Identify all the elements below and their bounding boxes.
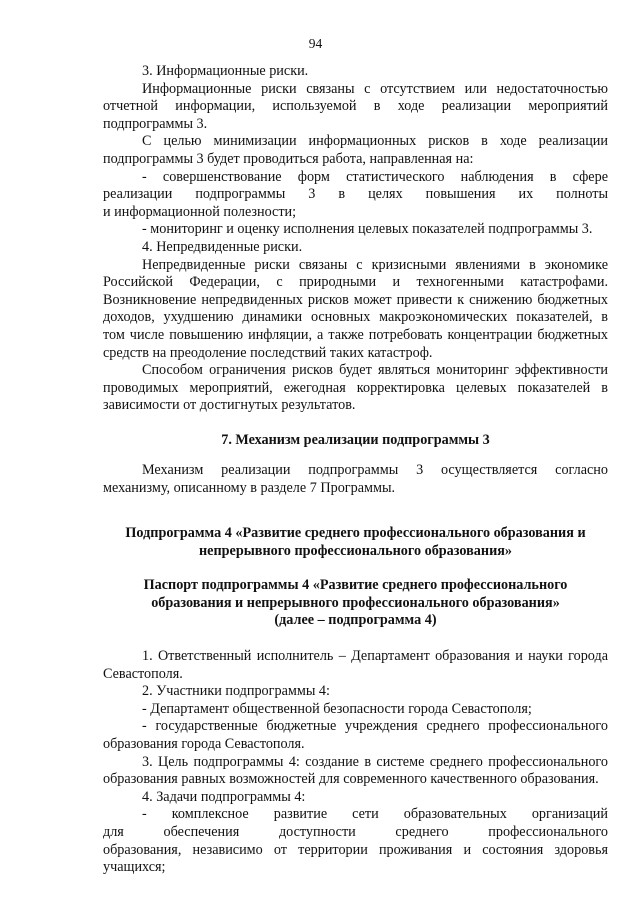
paragraph-line: проводимых мероприятий, ежегодная корректировка целевых показателей в — [103, 379, 608, 396]
bullet-line: образования города Севастополя. — [103, 735, 305, 752]
paragraph-line: Механизм реализации подпрограммы 3 осуществляется согласно — [142, 462, 608, 478]
section-7-body — [103, 462, 608, 497]
bullet-line: учащихся; — [103, 859, 166, 876]
section-7 — [103, 432, 608, 450]
paragraph-line: доходов, ухудшению динамики основных макроэкономических показателей, в — [103, 309, 608, 326]
bullet-line: - совершенствование форм статистического наблюдения в сфере — [142, 168, 608, 185]
paragraph-line: Возникновение непредвиденных рисков может привести к снижению бюджетных — [103, 291, 608, 308]
passport-items — [103, 648, 608, 877]
bullet-line: - государственные бюджетные учреждения среднего профессионального — [142, 718, 608, 735]
bullet-line: реализации подпрограммы 3 в целях повышения их полноты — [103, 186, 608, 203]
paragraph-line: 1. Ответственный исполнитель – Департамент образования и науки города — [142, 648, 608, 664]
section-heading: 7. Механизм реализации подпрограммы 3 — [221, 432, 490, 448]
passport-title — [103, 577, 608, 630]
paragraph-line: том числе повышению инфляции, а также потребовать концентрации бюджетных — [103, 326, 608, 343]
page-number: 94 — [308, 36, 323, 51]
bullet-line: и информационной полезности; — [103, 203, 297, 220]
paragraph-line: Способом ограничения рисков будет являться мониторинг эффективности — [142, 362, 608, 379]
risks-section — [103, 63, 608, 415]
paragraph-line: средств на преодоление последствий таких катастроф. — [103, 344, 433, 361]
paragraph-line: подпрограммы 3 будет проводиться работа, направленная на: — [103, 150, 474, 167]
item-heading: 4. Задачи подпрограммы 4: — [142, 788, 306, 805]
unforeseen-risks-heading: 4. Непредвиденные риски. — [142, 238, 303, 255]
title-line: (далее – подпрограмма 4) — [274, 612, 437, 629]
paragraph-line: Севастополя. — [103, 665, 183, 682]
paragraph-line: Непредвиденные риски связаны с кризисными явлениями в экономике — [142, 256, 608, 273]
paragraph-line: Информационные риски связаны с отсутствием или недостаточностью — [142, 80, 608, 97]
paragraph-line: подпрограммы 3. — [103, 115, 208, 132]
subprogram-title — [103, 525, 608, 560]
info-risks-heading: 3. Информационные риски. — [142, 63, 309, 79]
title-line: непрерывного профессионального образования» — [198, 542, 513, 559]
paragraph-line: зависимости от достигнутых результатов. — [103, 397, 356, 414]
paragraph-line: С целью минимизации информационных рисков в ходе реализации — [142, 133, 608, 150]
item-heading: 2. Участники подпрограммы 4: — [142, 683, 330, 700]
paragraph-line: механизму, описанному в разделе 7 Программы. — [103, 479, 396, 496]
bullet-line: - Департамент общественной безопасности города Севастополя; — [142, 700, 532, 717]
paragraph-line: Российской Федерации, с природными и техногенными катастрофами. — [103, 274, 608, 291]
title-line: образования и непрерывного профессионального образования» — [151, 594, 560, 611]
bullet-line: - мониторинг и оценку исполнения целевых показателей подпрограммы 3. — [142, 221, 593, 238]
bullet-line: образования, независимо от территории проживания и состояния здоровья — [103, 841, 608, 858]
paragraph-line: отчетной информации, используемой в ходе реализации мероприятий — [103, 98, 608, 115]
bullet-line: - комплексное развитие сети образовательных организаций — [142, 806, 608, 823]
paragraph-line: 3. Цель подпрограммы 4: создание в системе среднего профессионального — [142, 753, 608, 770]
title-line: Паспорт подпрограммы 4 «Развитие среднего профессионального — [143, 577, 568, 593]
paragraph-line: образования равных возможностей для современного качественного образования. — [103, 771, 599, 788]
title-line: Подпрограмма 4 «Развитие среднего профессионального образования и — [125, 525, 586, 541]
bullet-line: для обеспечения доступности среднего профессионального — [103, 823, 608, 840]
